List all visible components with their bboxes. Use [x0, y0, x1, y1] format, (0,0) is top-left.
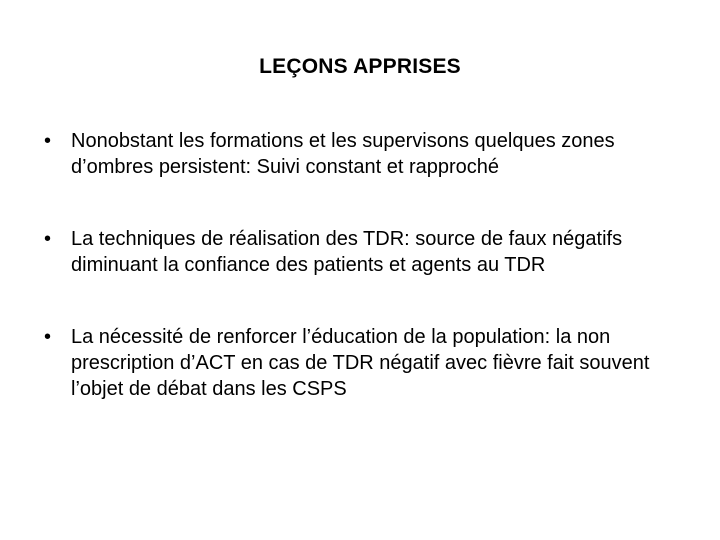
bullet-item — [44, 226, 700, 278]
bullet-item — [44, 324, 700, 402]
bullet-point-icon: • — [44, 326, 52, 348]
bullet-item — [44, 128, 700, 180]
bullet-text: La nécessité de renforcer l’éducation de la population: la non prescription d’ACT en cas de TDR négatif avec fièvre fait souvent l’objet de débat dans les CSPS — [71, 326, 650, 400]
slide-title: LEÇONS APPRISES — [259, 55, 461, 78]
bullet-list — [44, 128, 700, 402]
bullet-text: Nonobstant les formations et les supervisons quelques zones d’ombres persistent: Suivi constant et rapproché — [71, 130, 615, 178]
bullet-point-icon: • — [44, 228, 52, 250]
bullet-point-icon: • — [44, 130, 52, 152]
bullet-text: La techniques de réalisation des TDR: source de faux négatifs diminuant la confiance des patients et agents au TDR — [71, 228, 623, 276]
